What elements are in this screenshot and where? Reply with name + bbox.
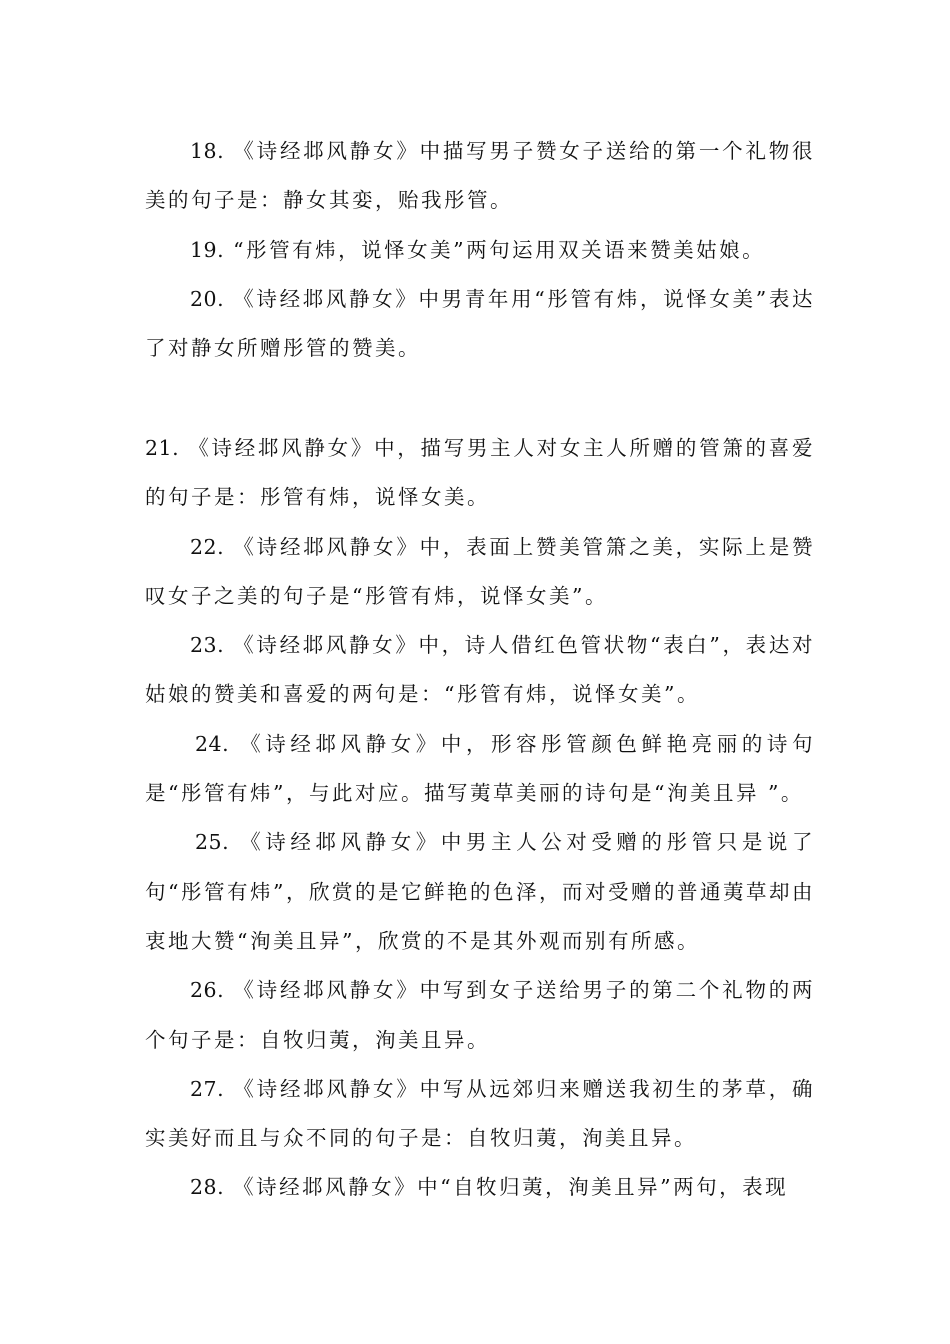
item-number: 27. — [190, 1076, 225, 1101]
item-text: 《诗经邶风静女》中描写男子赞女子送给的第一个礼物很美的句子是：静女其娈，贻我彤管。 — [145, 139, 815, 213]
item-text: 《诗经邶风静女》中写到女子送给男子的第二个礼物的两个句子是：自牧归荑，洵美且异。 — [145, 978, 815, 1052]
paragraph-19 — [145, 226, 815, 275]
paragraph-23 — [145, 621, 815, 720]
paragraph-25 — [145, 818, 815, 966]
item-text: 《诗经邶风静女》中，形容彤管颜色鲜艳亮丽的诗句是“彤管有炜”，与此对应。描写荑草美丽的诗句是“洵美且异 ”。 — [145, 731, 815, 806]
item-text: “彤管有炜，说怿女美”两句运用双关语来赞美姑娘。 — [233, 237, 766, 262]
item-number: 21. — [145, 436, 180, 460]
paragraph-20 — [145, 275, 815, 374]
item-text: 《诗经邶风静女》中男青年用“彤管有炜，说怿女美”表达了对静女所赠彤管的赞美。 — [145, 286, 815, 361]
item-text: 《诗经邶风静女》中，描写男主人对女主人所赠的管箫的喜爱的句子是：彤管有炜，说怿女美。 — [145, 436, 815, 510]
paragraph-block-main — [145, 424, 815, 1213]
paragraph-24 — [145, 720, 815, 819]
paragraph-block-top — [145, 127, 815, 373]
item-text: 《诗经邶风静女》中，诗人借红色管状物“表白”，表达对姑娘的赞美和喜爱的两句是：“彤管有炜，说怿女美”。 — [145, 633, 815, 707]
item-text: 《诗经邶风静女》中男主人公对受赠的彤管只是说了句“彤管有炜”，欣赏的是它鲜艳的色泽，而对受赠的普通荑草却由衷地大赞“洵美且异”，欣赏的不是其外观而别有所感。 — [145, 830, 815, 953]
item-number: 23. — [190, 633, 225, 658]
item-number: 25. — [195, 830, 230, 855]
paragraph-27 — [145, 1065, 815, 1164]
paragraph-28 — [145, 1163, 815, 1212]
item-number: 18. — [190, 139, 225, 163]
item-text: 《诗经邶风静女》中写从远郊归来赠送我初生的茅草，确实美好而且与众不同的句子是：自牧归荑，洵美且异。 — [145, 1076, 815, 1151]
item-text: 《诗经邶风静女》中“自牧归荑，洵美且异”两句，表现 — [233, 1175, 789, 1200]
item-number: 26. — [190, 978, 225, 1003]
paragraph-26 — [145, 966, 815, 1065]
item-number: 19. — [190, 237, 225, 262]
item-number: 24. — [195, 731, 230, 756]
item-number: 22. — [190, 534, 225, 559]
item-number: 28. — [190, 1175, 225, 1200]
paragraph-18 — [145, 127, 815, 226]
paragraph-22 — [145, 523, 815, 622]
item-text: 《诗经邶风静女》中，表面上赞美管箫之美，实际上是赞叹女子之美的句子是“彤管有炜，说怿女美”。 — [145, 534, 815, 608]
paragraph-21 — [145, 424, 815, 523]
item-number: 20. — [190, 286, 225, 311]
